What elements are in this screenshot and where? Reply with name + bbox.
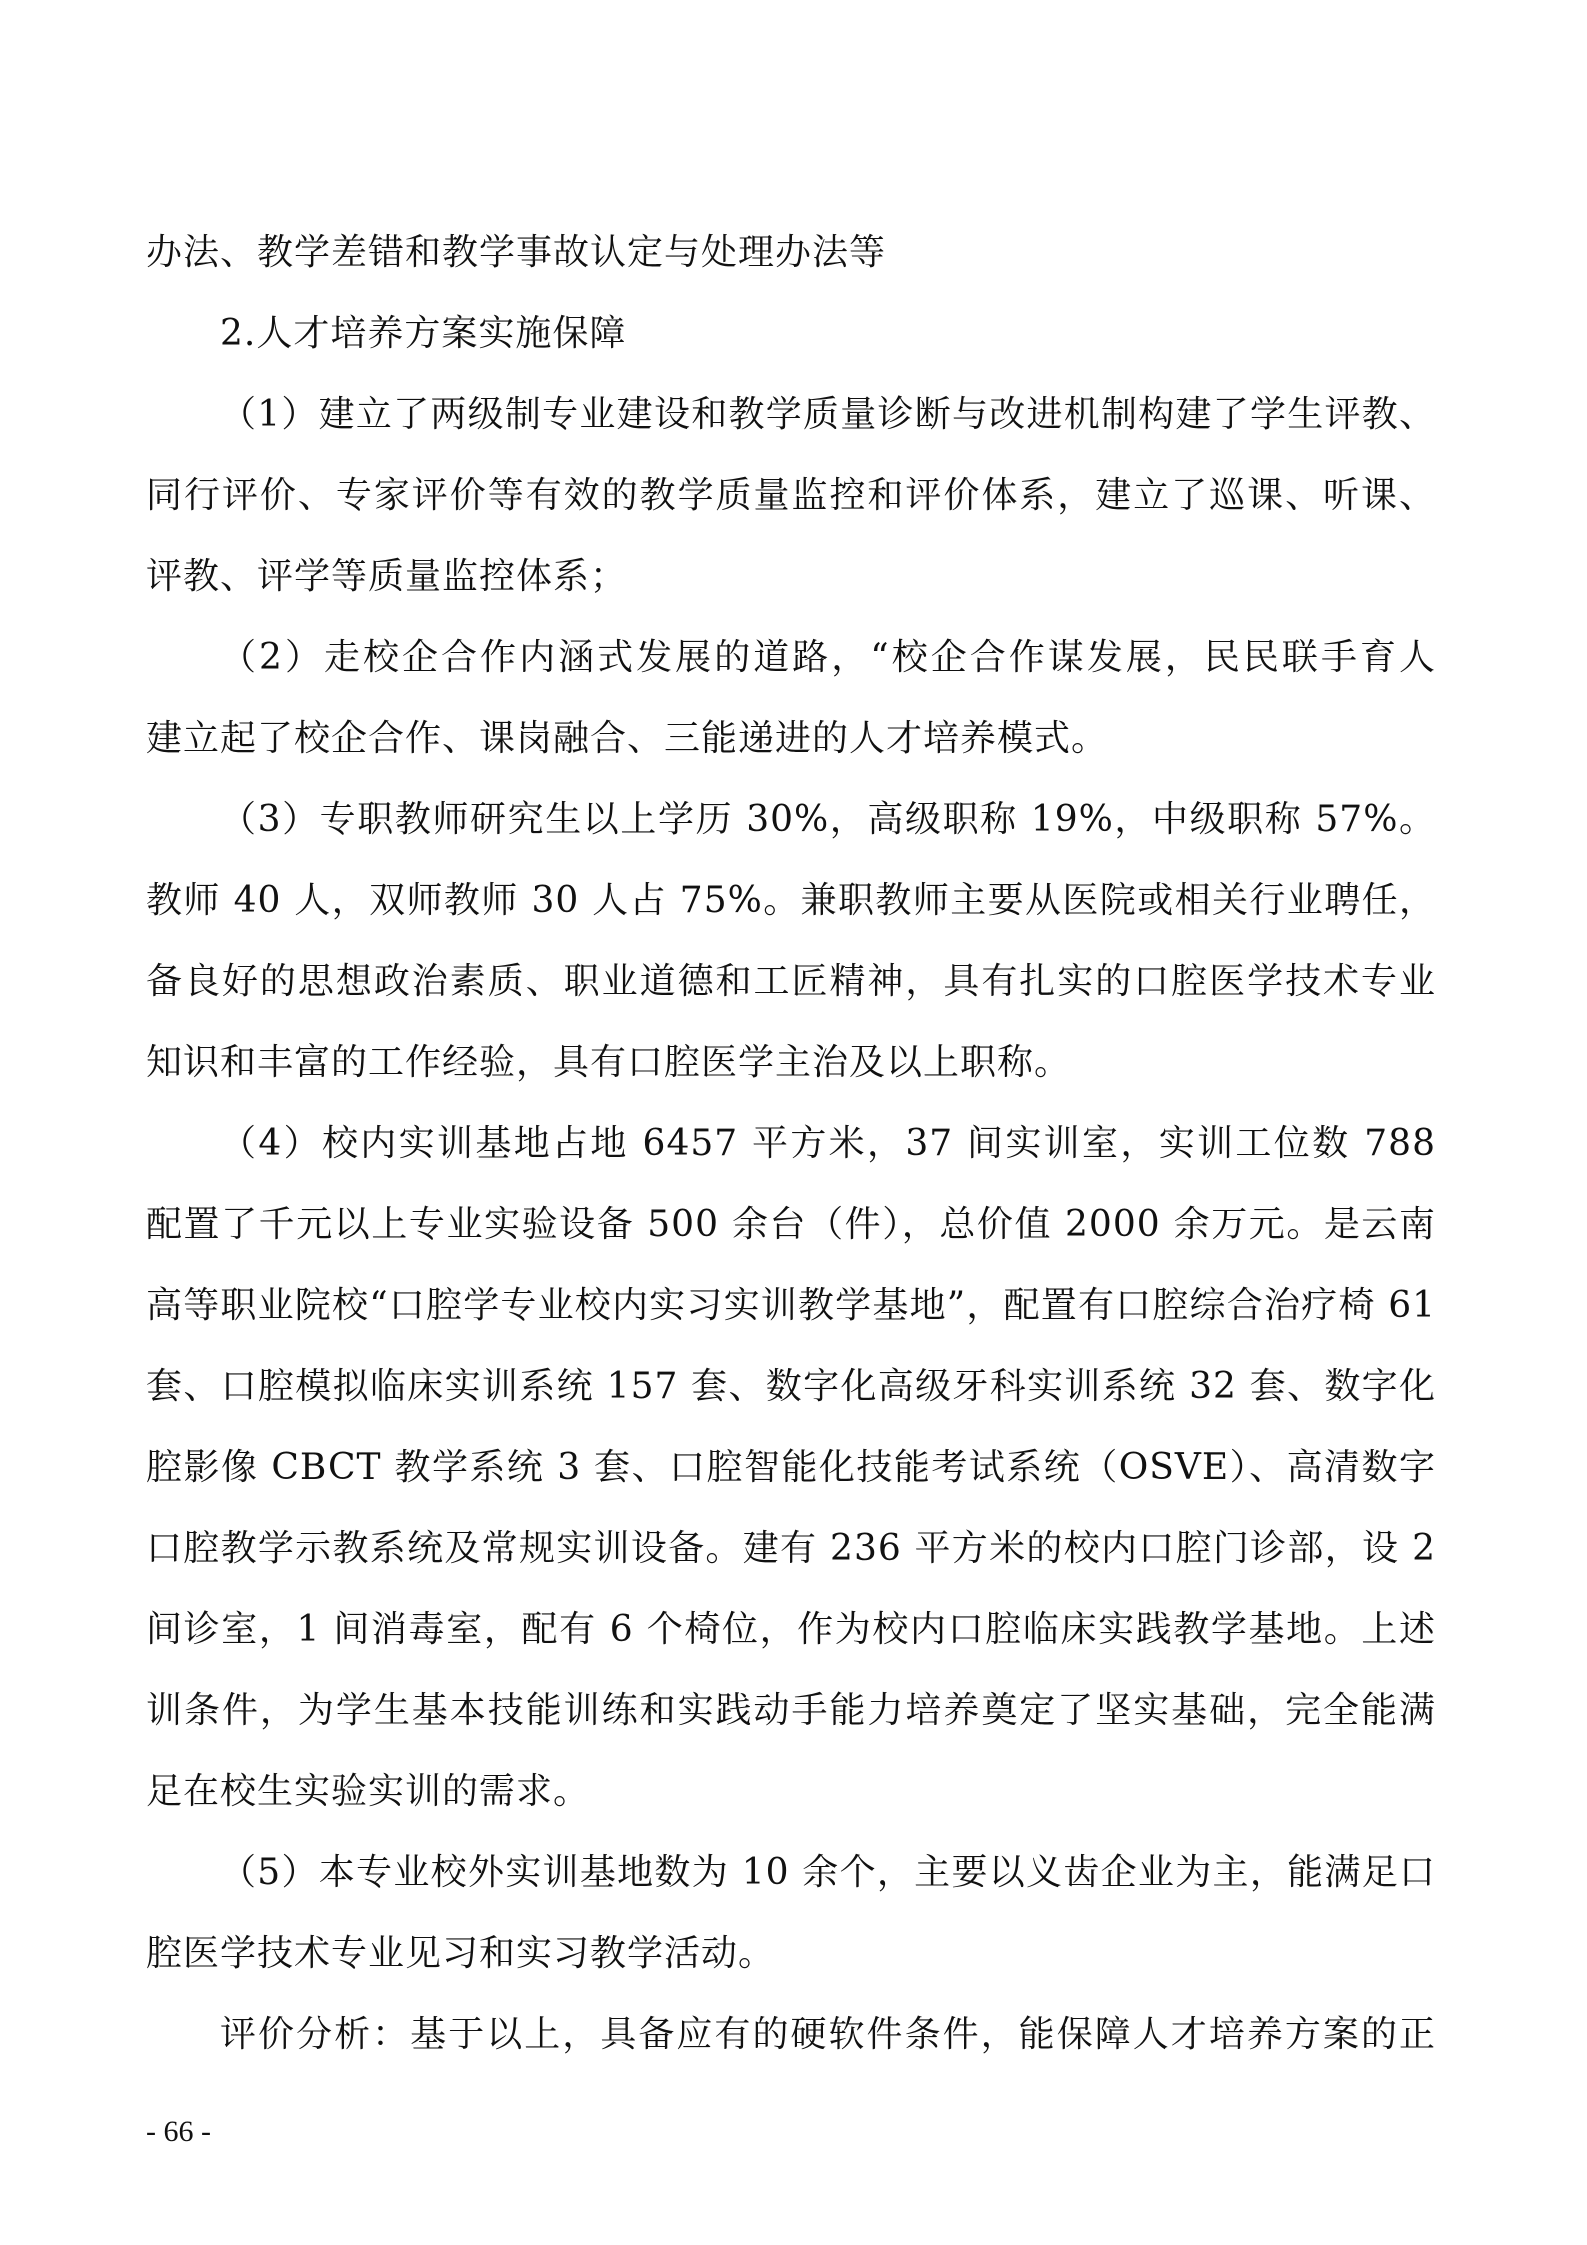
text-line: 训条件，为学生基本技能训练和实践动手能力培养奠定了坚实基础，完全能满 — [146, 1690, 1436, 1731]
text-line: 腔影像 CBCT 教学系统 3 套、口腔智能化技能考试系统（OSVE）、高清数字 — [146, 1447, 1436, 1488]
text-line: 评教、评学等质量监控体系； — [146, 556, 628, 597]
text-line: 配置了千元以上专业实验设备 500 余台（件），总价值 2000 余万元。是云南 — [146, 1204, 1436, 1245]
text-line: 教师 40 人，双师教师 30 人占 75%。兼职教师主要从医院或相关行业聘任， — [146, 880, 1436, 921]
text-line: （4）校内实训基地占地 6457 平方米，37 间实训室，实训工位数 788 — [220, 1123, 1436, 1164]
page-number: - 66 - — [146, 2115, 211, 2148]
text-line: 办法、教学差错和教学事故认定与处理办法等 — [146, 232, 887, 273]
text-line: （5）本专业校外实训基地数为 10 余个，主要以义齿企业为主，能满足口 — [220, 1852, 1436, 1893]
text-line: （1）建立了两级制专业建设和教学质量诊断与改进机制构建了学生评教、 — [220, 394, 1436, 435]
section-heading: 2.人才培养方案实施保障 — [220, 313, 627, 354]
text-line: 建立起了校企合作、课岗融合、三能递进的人才培养模式。 — [146, 718, 1109, 759]
text-line: 腔医学技术专业见习和实习教学活动。 — [146, 1933, 776, 1974]
text-line: 评价分析：基于以上，具备应有的硬软件条件，能保障人才培养方案的正 — [220, 2014, 1436, 2055]
body-text — [146, 212, 1436, 2075]
text-line: 套、口腔模拟临床实训系统 157 套、数字化高级牙科实训系统 32 套、数字化 — [146, 1366, 1436, 1407]
text-line: 高等职业院校“口腔学专业校内实习实训教学基地”，配置有口腔综合治疗椅 61 — [146, 1285, 1436, 1326]
text-line: 间诊室，1 间消毒室，配有 6 个椅位，作为校内口腔临床实践教学基地。上述 — [146, 1609, 1436, 1650]
text-line: （2）走校企合作内涵式发展的道路，“校企合作谋发展，民民联手育人 — [220, 637, 1436, 678]
text-line: 同行评价、专家评价等有效的教学质量监控和评价体系，建立了巡课、听课、 — [146, 475, 1436, 516]
text-line: 知识和丰富的工作经验，具有口腔医学主治及以上职称。 — [146, 1042, 1072, 1083]
text-line: （3）专职教师研究生以上学历 30%，高级职称 19%，中级职称 57%。 — [220, 799, 1436, 840]
text-line: 足在校生实验实训的需求。 — [146, 1771, 591, 1812]
text-line: 备良好的思想政治素质、职业道德和工匠精神，具有扎实的口腔医学技术专业 — [146, 961, 1436, 1002]
text-line: 口腔教学示教系统及常规实训设备。建有 236 平方米的校内口腔门诊部，设 2 — [146, 1528, 1436, 1569]
